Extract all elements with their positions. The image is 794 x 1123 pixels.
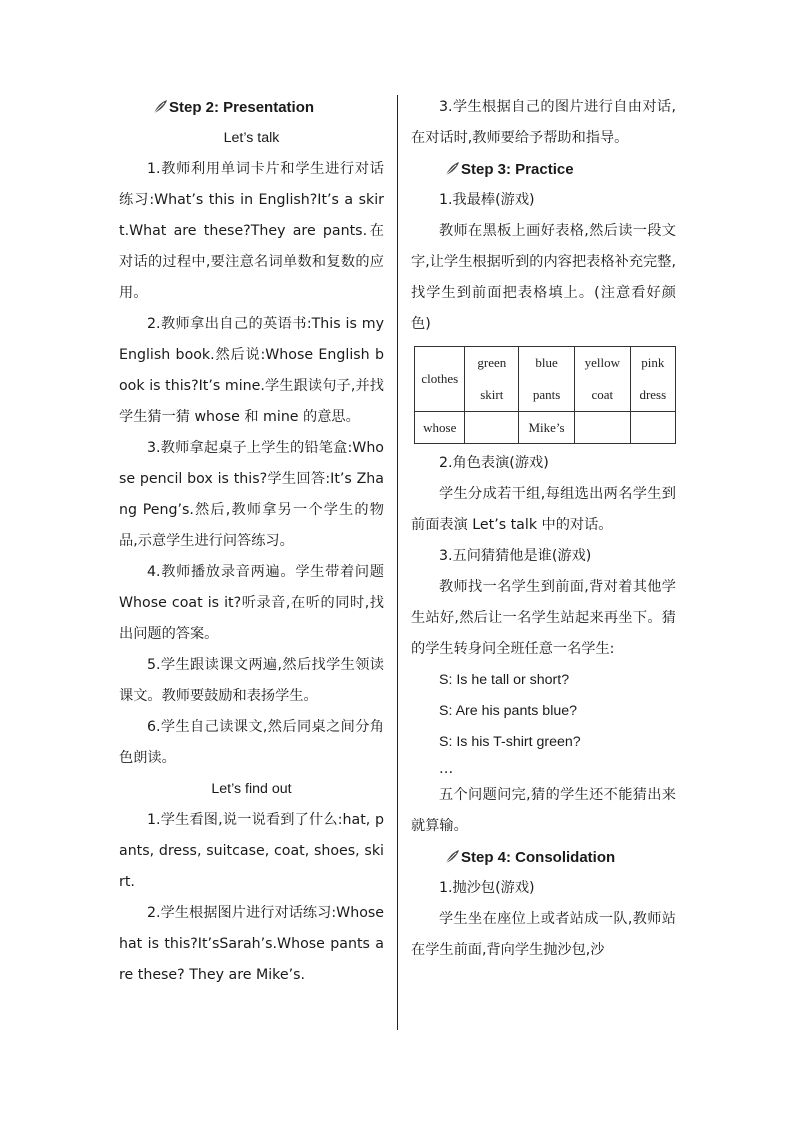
step2-heading [119, 92, 384, 123]
step3-title: Step 3: Practice [461, 161, 574, 178]
table-cell: yellow coat [575, 347, 631, 412]
paragraph: 学生坐在座位上或者站成一队,教师站在学生前面,背向学生抛沙包,沙 [411, 911, 676, 958]
paragraph: 1.教师利用单词卡片和学生进行对话练习:What’s this in English?It’s a skirt.What are these?They are pants.在对话的过程中,要注意名词单数和复数的应用。 [119, 161, 384, 301]
step4-title: Step 4: Consolidation [461, 849, 616, 866]
game-title: 2.角色表演(游戏) [439, 455, 549, 471]
paragraph: 4.教师播放录音两遍。学生带着问题 Whose coat is it?听录音,在听的同时,找出问题的答案。 [119, 564, 384, 642]
left-column [119, 92, 384, 991]
paragraph: 3.学生根据自己的图片进行自由对话,在对话时,教师要给予帮助和指导。 [411, 99, 676, 146]
paragraph: 教师找一名学生到前面,背对着其他学生站好,然后让一名学生站起来再坐下。猜的学生转身问全班任意一名学生: [411, 579, 676, 657]
step3-heading [411, 154, 676, 185]
game-title: 1.抛沙包(游戏) [439, 880, 535, 896]
table-row [415, 412, 676, 444]
table-cell: pink dress [630, 347, 675, 412]
dialogue-line: S: Is he tall or short? [439, 672, 570, 688]
paragraph: 3.教师拿起桌子上学生的铅笔盒:Whose pencil box is this?学生回答:It’s Zhang Peng’s.然后,教师拿另一个学生的物品,示意学生进行问答练习。 [119, 440, 384, 549]
paragraph: 2.学生根据图片进行对话练习:Whose hat is this?It’sSarah’s.Whose pants are these? They are Mike’s. [119, 905, 384, 983]
game-title: 1.我最棒(游戏) [439, 192, 535, 208]
dialogue-line: S: Are his pants blue? [439, 703, 578, 719]
table-row [415, 347, 676, 412]
paragraph: 教师在黑板上画好表格,然后读一段文字,让学生根据听到的内容把表格补充完整,找学生到前面把表格填上。(注意看好颜色) [411, 223, 676, 332]
dialogue-line: S: Is his T-shirt green? [439, 734, 581, 750]
table-cell [575, 412, 631, 444]
paragraph: 5.学生跟读课文两遍,然后找学生领读课文。教师要鼓励和表扬学生。 [119, 657, 384, 704]
table-cell: whose [415, 412, 465, 444]
lets-talk-subtitle: Let’s talk [223, 130, 280, 146]
leaf-icon [153, 99, 168, 114]
table-cell [630, 412, 675, 444]
table-cell: blue pants [519, 347, 575, 412]
step4-heading [411, 842, 676, 873]
leaf-icon [445, 161, 460, 176]
game-title: 3.五问猜猜他是谁(游戏) [439, 548, 592, 564]
lets-find-out-subtitle: Let’s find out [211, 781, 292, 797]
paragraph: 学生分成若干组,每组选出两名学生到前面表演 Let’s talk 中的对话。 [411, 486, 676, 533]
table-cell [465, 412, 519, 444]
table-cell: Mike’s [519, 412, 575, 444]
right-column [411, 92, 676, 966]
paragraph: 五个问题问完,猜的学生还不能猜出来就算输。 [411, 787, 676, 834]
step2-title: Step 2: Presentation [169, 99, 315, 116]
whose-clothes-table [414, 346, 676, 444]
paragraph: 2.教师拿出自己的英语书:This is my English book.然后说:Whose English book is this?It’s mine.学生跟读句子,并找学生猜一猜 whose 和 mine 的意思。 [119, 316, 384, 425]
column-divider [397, 95, 398, 1030]
ellipsis: … [439, 761, 454, 777]
paragraph: 6.学生自己读课文,然后同桌之间分角色朗读。 [119, 719, 384, 766]
table-cell: green skirt [465, 347, 519, 412]
leaf-icon [445, 849, 460, 864]
table-cell: clothes [415, 347, 465, 412]
paragraph: 1.学生看图,说一说看到了什么:hat, pants, dress, suitcase, coat, shoes, skirt. [119, 812, 384, 890]
